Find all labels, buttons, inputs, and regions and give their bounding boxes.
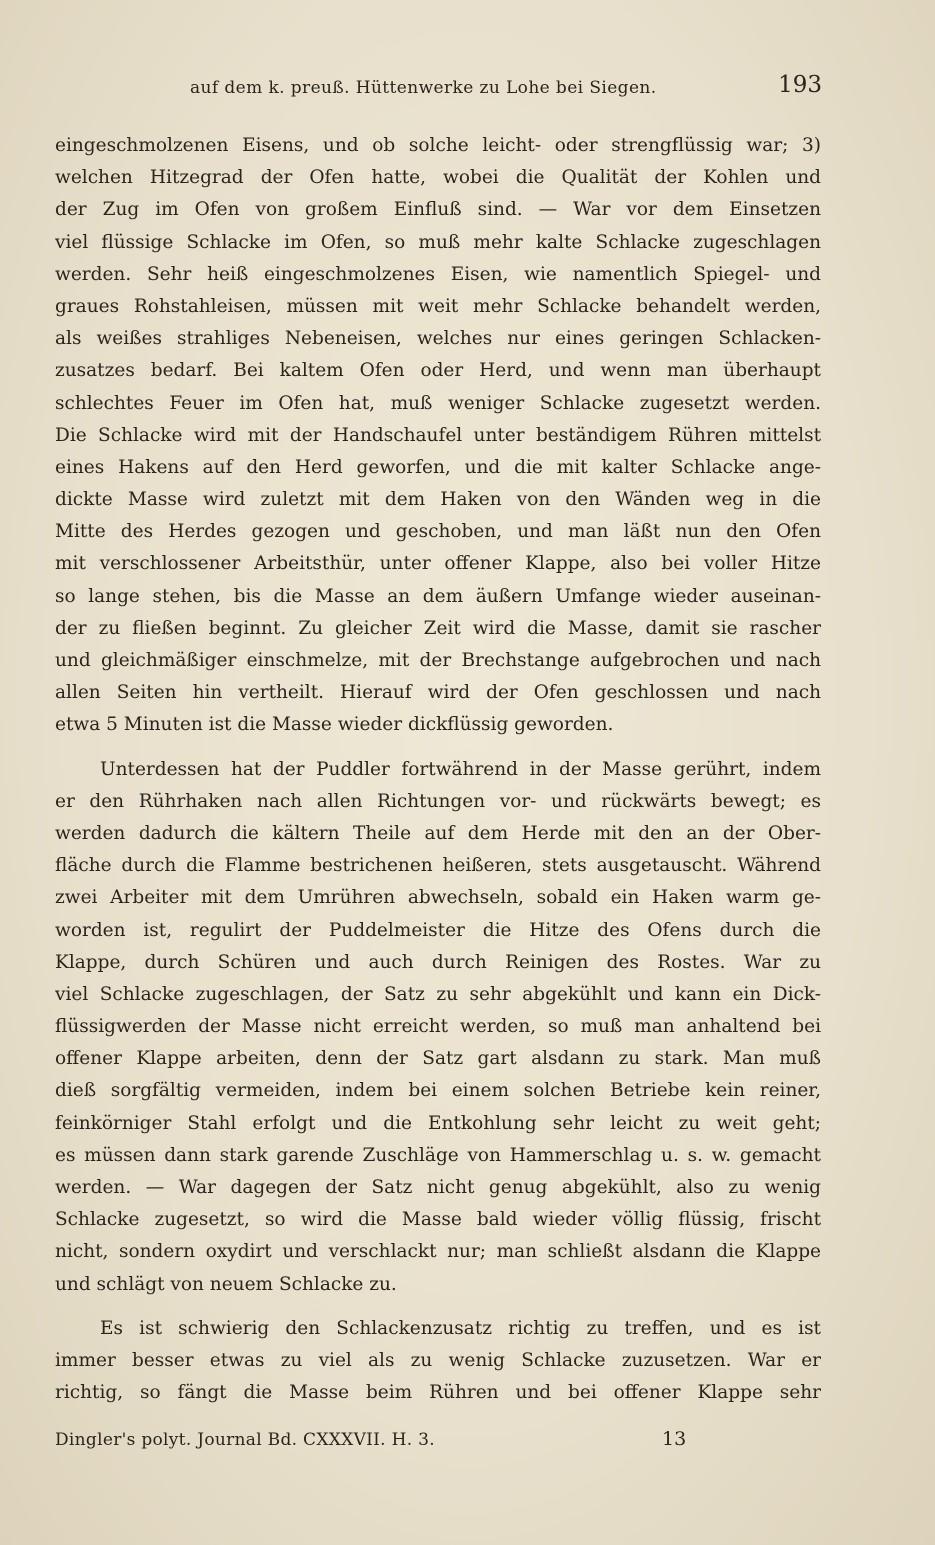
text-line: Schlacke zugesetzt, so wird die Masse bald wieder völlig flüssig, frischt <box>55 1209 821 1231</box>
text-line: werden dadurch die kältern Theile auf dem Herde mit den an der Ober- <box>55 822 821 844</box>
body-text <box>55 130 821 1409</box>
text-line: worden ist, regulirt der Puddelmeister die Hitze des Ofens durch die <box>55 919 821 941</box>
text-line: graues Rohstahleisen, müssen mit weit mehr Schlacke behandelt werden, <box>55 295 821 317</box>
text-line: nicht, sondern oxydirt und verschlackt nur; man schließt alsdann die Klappe <box>55 1241 821 1263</box>
journal-signature: Dingler's polyt. Journal Bd. CXXXVII. H. 3. <box>55 1430 435 1450</box>
text-line: es müssen dann stark garende Zuschläge von Hammerschlag u. s. w. gemacht <box>55 1144 821 1166</box>
text-line: Klappe, durch Schüren und auch durch Reinigen des Rostes. War zu <box>55 951 821 973</box>
paragraph-3 <box>55 1313 821 1410</box>
text-line: etwa 5 Minuten ist die Masse wieder dickflüssig geworden. <box>55 714 614 736</box>
text-line: mit verschlossener Arbeitsthür, unter offener Klappe, also bei voller Hitze <box>55 553 821 575</box>
text-line: fläche durch die Flamme bestrichenen heißeren, stets ausgetauscht. Während <box>55 855 821 877</box>
text-line: und gleichmäßiger einschmelze, mit der Brechstange aufgebrochen und nach <box>55 650 821 671</box>
text-line: er den Rührhaken nach allen Richtungen vor- und rückwärts bewegt; es <box>55 790 821 812</box>
page-header <box>190 72 830 108</box>
text-line: richtig, so fängt die Masse beim Rühren und bei offener Klappe sehr <box>55 1382 821 1404</box>
text-line: immer besser etwas zu viel als zu wenig Schlacke zuzusetzen. War er <box>55 1349 821 1371</box>
text-line: zusatzes bedarf. Bei kaltem Ofen oder Herd, und wenn man überhaupt <box>55 360 821 382</box>
text-line: schlechtes Feuer im Ofen hat, muß weniger Schlacke zugesetzt werden. <box>55 392 821 414</box>
text-line: zwei Arbeiter mit dem Umrühren abwechseln, sobald ein Haken warm ge- <box>55 887 821 909</box>
text-line: und schlägt von neuem Schlacke zu. <box>55 1273 397 1295</box>
text-line: werden. Sehr heiß eingeschmolzenes Eisen, wie namentlich Spiegel- und <box>55 263 821 285</box>
paragraph-2 <box>55 754 821 1301</box>
text-line: dickte Masse wird zuletzt mit dem Haken von den Wänden weg in die <box>55 489 821 511</box>
text-line: Unterdessen hat der Puddler fortwährend in der Masse gerührt, indem <box>100 758 821 780</box>
text-line: viel flüssige Schlacke im Ofen, so muß mehr kalte Schlacke zugeschlagen <box>55 231 821 253</box>
text-line: der Zug im Ofen von großem Einfluß sind. — War vor dem Einsetzen <box>55 199 821 221</box>
text-line: als weißes strahliges Nebeneisen, welches nur eines geringen Schlacken- <box>55 328 821 350</box>
text-line: Es ist schwierig den Schlackenzusatz richtig zu treffen, und es ist <box>100 1317 821 1339</box>
text-line: Mitte des Herdes gezogen und geschoben, und man läßt nun den Ofen <box>55 521 821 543</box>
sheet-number: 13 <box>662 1428 687 1450</box>
text-line: feinkörniger Stahl erfolgt und die Entkohlung sehr leicht zu weit geht; <box>55 1112 821 1134</box>
running-head: auf dem k. preuß. Hüttenwerke zu Lohe bei Siegen. <box>190 78 657 98</box>
paragraph-1 <box>55 130 821 742</box>
paragraph-gap <box>55 1301 821 1313</box>
text-line: viel Schlacke zugeschlagen, der Satz zu sehr abgekühlt und kann ein Dick- <box>55 983 821 1005</box>
text-line: der zu fließen beginnt. Zu gleicher Zeit wird die Masse, damit sie rascher <box>55 617 821 639</box>
page-number: 193 <box>778 72 822 98</box>
text-line: eines Hakens auf den Herd geworfen, und die mit kalter Schlacke ange- <box>55 456 821 478</box>
text-line: so lange stehen, bis die Masse an dem äußern Umfange wieder auseinan- <box>55 585 821 607</box>
text-line: Die Schlacke wird mit der Handschaufel unter beständigem Rühren mittelst <box>55 424 821 446</box>
text-line: welchen Hitzegrad der Ofen hatte, wobei die Qualität der Kohlen und <box>55 167 821 189</box>
paragraph-gap <box>55 742 821 754</box>
page-footer <box>55 1428 821 1458</box>
text-line: flüssigwerden der Masse nicht erreicht werden, so muß man anhaltend bei <box>55 1016 821 1038</box>
text-line: offener Klappe arbeiten, denn der Satz gart alsdann zu stark. Man muß <box>55 1048 821 1070</box>
text-line: dieß sorgfältig vermeiden, indem bei einem solchen Betriebe kein reiner, <box>55 1080 821 1102</box>
text-line: eingeschmolzenen Eisens, und ob solche leicht- oder strengflüssig war; 3) <box>55 135 821 156</box>
text-line: allen Seiten hin vertheilt. Hierauf wird der Ofen geschlossen und nach <box>55 682 821 704</box>
text-line: werden. — War dagegen der Satz nicht genug abgekühlt, also zu wenig <box>55 1177 821 1198</box>
